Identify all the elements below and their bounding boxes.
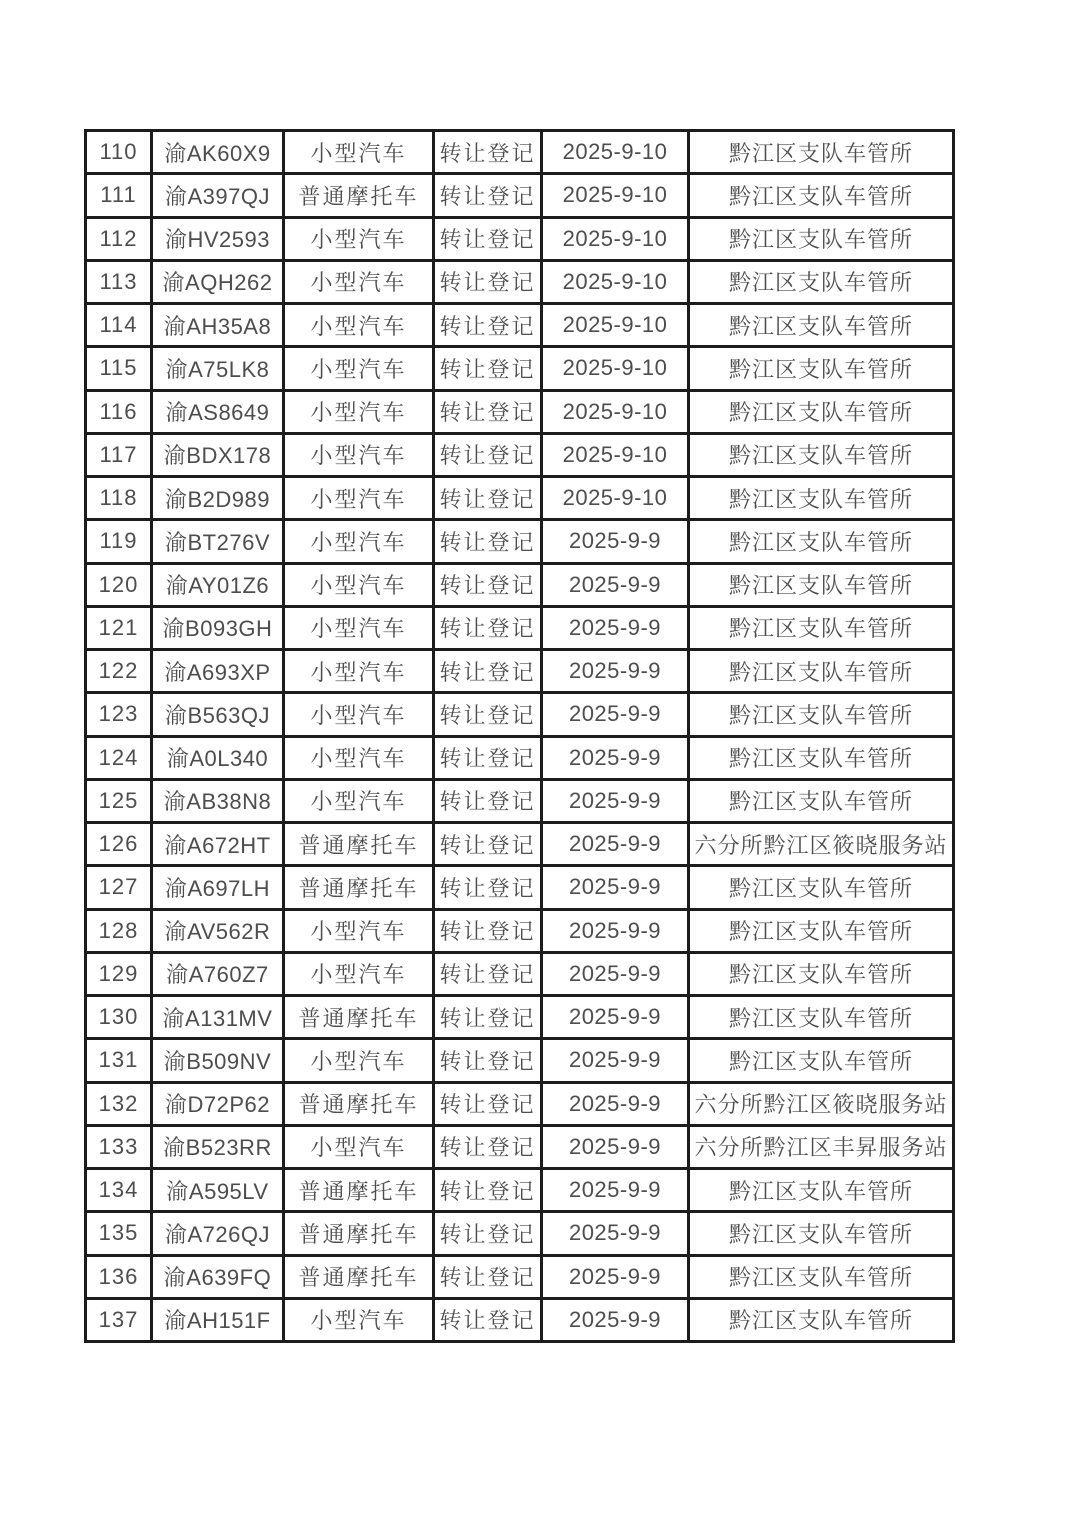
cell-date: 2025-9-10 [542,477,689,520]
cell-office: 黔江区支队车管所 [689,520,954,563]
table-row [86,1039,954,1082]
cell-index: 125 [86,779,152,822]
cell-date: 2025-9-10 [542,131,689,174]
cell-date: 2025-9-9 [542,520,689,563]
cell-index: 137 [86,1298,152,1341]
records-table-body [86,131,954,1342]
cell-business-type: 转让登记 [434,952,542,995]
cell-plate-no: 渝BDX178 [152,433,284,476]
cell-plate-no: 渝AK60X9 [152,131,284,174]
cell-business-type: 转让登记 [434,736,542,779]
cell-plate-no: 渝AQH262 [152,260,284,303]
cell-business-type: 转让登记 [434,260,542,303]
vehicle-registration-table [84,129,955,1343]
cell-vehicle-type: 小型汽车 [284,304,434,347]
cell-date: 2025-9-10 [542,304,689,347]
cell-vehicle-type: 普通摩托车 [284,996,434,1039]
cell-vehicle-type: 小型汽车 [284,1125,434,1168]
cell-index: 111 [86,174,152,217]
table-row [86,1255,954,1298]
table-row [86,996,954,1039]
cell-date: 2025-9-9 [542,1169,689,1212]
cell-business-type: 转让登记 [434,996,542,1039]
cell-plate-no: 渝AY01Z6 [152,563,284,606]
cell-date: 2025-9-9 [542,996,689,1039]
table-row [86,823,954,866]
cell-date: 2025-9-9 [542,1212,689,1255]
cell-business-type: 转让登记 [434,1169,542,1212]
cell-index: 112 [86,217,152,260]
cell-plate-no: 渝A760Z7 [152,952,284,995]
cell-vehicle-type: 小型汽车 [284,260,434,303]
cell-date: 2025-9-9 [542,1255,689,1298]
cell-office: 黔江区支队车管所 [689,650,954,693]
cell-date: 2025-9-9 [542,1082,689,1125]
cell-vehicle-type: 小型汽车 [284,909,434,952]
cell-business-type: 转让登记 [434,1125,542,1168]
cell-business-type: 转让登记 [434,1039,542,1082]
cell-index: 114 [86,304,152,347]
cell-plate-no: 渝AH151F [152,1298,284,1341]
cell-vehicle-type: 小型汽车 [284,131,434,174]
table-row [86,866,954,909]
table-row [86,1125,954,1168]
cell-office: 黔江区支队车管所 [689,1039,954,1082]
cell-date: 2025-9-10 [542,390,689,433]
cell-plate-no: 渝B509NV [152,1039,284,1082]
cell-vehicle-type: 小型汽车 [284,390,434,433]
cell-vehicle-type: 小型汽车 [284,347,434,390]
cell-vehicle-type: 小型汽车 [284,606,434,649]
cell-office: 黔江区支队车管所 [689,174,954,217]
table-row [86,390,954,433]
cell-index: 132 [86,1082,152,1125]
table-row [86,693,954,736]
cell-office: 黔江区支队车管所 [689,1298,954,1341]
cell-plate-no: 渝A0L340 [152,736,284,779]
cell-office: 黔江区支队车管所 [689,909,954,952]
cell-plate-no: 渝AH35A8 [152,304,284,347]
cell-plate-no: 渝HV2593 [152,217,284,260]
cell-office: 黔江区支队车管所 [689,1212,954,1255]
cell-vehicle-type: 小型汽车 [284,693,434,736]
table-row [86,563,954,606]
table-row [86,433,954,476]
cell-vehicle-type: 小型汽车 [284,650,434,693]
cell-business-type: 转让登记 [434,650,542,693]
cell-plate-no: 渝A75LK8 [152,347,284,390]
cell-vehicle-type: 普通摩托车 [284,1169,434,1212]
cell-business-type: 转让登记 [434,433,542,476]
cell-date: 2025-9-9 [542,952,689,995]
cell-office: 六分所黔江区筱晓服务站 [689,823,954,866]
cell-business-type: 转让登记 [434,563,542,606]
cell-index: 113 [86,260,152,303]
cell-date: 2025-9-9 [542,823,689,866]
cell-office: 六分所黔江区丰昇服务站 [689,1125,954,1168]
cell-plate-no: 渝A726QJ [152,1212,284,1255]
cell-business-type: 转让登记 [434,606,542,649]
cell-office: 黔江区支队车管所 [689,563,954,606]
cell-date: 2025-9-9 [542,606,689,649]
cell-plate-no: 渝D72P62 [152,1082,284,1125]
table-row [86,1082,954,1125]
cell-index: 123 [86,693,152,736]
cell-date: 2025-9-9 [542,1125,689,1168]
cell-plate-no: 渝A693XP [152,650,284,693]
table-row [86,520,954,563]
table-row [86,736,954,779]
cell-index: 128 [86,909,152,952]
table-row [86,1212,954,1255]
cell-vehicle-type: 普通摩托车 [284,1082,434,1125]
cell-office: 黔江区支队车管所 [689,952,954,995]
cell-office: 黔江区支队车管所 [689,260,954,303]
cell-vehicle-type: 小型汽车 [284,433,434,476]
cell-business-type: 转让登记 [434,477,542,520]
cell-office: 黔江区支队车管所 [689,736,954,779]
cell-vehicle-type: 小型汽车 [284,736,434,779]
cell-office: 黔江区支队车管所 [689,1255,954,1298]
cell-index: 119 [86,520,152,563]
table-row [86,606,954,649]
cell-vehicle-type: 普通摩托车 [284,1212,434,1255]
cell-office: 黔江区支队车管所 [689,131,954,174]
cell-business-type: 转让登记 [434,304,542,347]
cell-office: 黔江区支队车管所 [689,996,954,1039]
cell-index: 131 [86,1039,152,1082]
cell-office: 黔江区支队车管所 [689,606,954,649]
cell-office: 黔江区支队车管所 [689,217,954,260]
cell-office: 黔江区支队车管所 [689,477,954,520]
cell-plate-no: 渝B523RR [152,1125,284,1168]
cell-date: 2025-9-10 [542,174,689,217]
cell-business-type: 转让登记 [434,520,542,563]
cell-index: 130 [86,996,152,1039]
cell-index: 129 [86,952,152,995]
cell-vehicle-type: 普通摩托车 [284,1255,434,1298]
cell-index: 133 [86,1125,152,1168]
table-row [86,1298,954,1341]
cell-index: 116 [86,390,152,433]
cell-date: 2025-9-9 [542,866,689,909]
table-row [86,217,954,260]
cell-index: 127 [86,866,152,909]
cell-date: 2025-9-9 [542,1039,689,1082]
cell-index: 124 [86,736,152,779]
table-row [86,650,954,693]
cell-vehicle-type: 普通摩托车 [284,866,434,909]
cell-business-type: 转让登记 [434,1255,542,1298]
cell-vehicle-type: 小型汽车 [284,520,434,563]
cell-business-type: 转让登记 [434,347,542,390]
cell-index: 115 [86,347,152,390]
cell-index: 136 [86,1255,152,1298]
cell-business-type: 转让登记 [434,693,542,736]
cell-plate-no: 渝B2D989 [152,477,284,520]
cell-date: 2025-9-9 [542,779,689,822]
table-row [86,952,954,995]
table-row [86,131,954,174]
cell-index: 110 [86,131,152,174]
cell-index: 117 [86,433,152,476]
cell-plate-no: 渝A639FQ [152,1255,284,1298]
cell-vehicle-type: 普通摩托车 [284,823,434,866]
table-row [86,477,954,520]
cell-business-type: 转让登记 [434,390,542,433]
cell-vehicle-type: 小型汽车 [284,1039,434,1082]
cell-office: 黔江区支队车管所 [689,347,954,390]
cell-plate-no: 渝AS8649 [152,390,284,433]
cell-office: 黔江区支队车管所 [689,304,954,347]
cell-business-type: 转让登记 [434,909,542,952]
cell-office: 黔江区支队车管所 [689,866,954,909]
cell-index: 135 [86,1212,152,1255]
cell-date: 2025-9-9 [542,1298,689,1341]
cell-date: 2025-9-9 [542,693,689,736]
cell-plate-no: 渝AV562R [152,909,284,952]
cell-vehicle-type: 小型汽车 [284,952,434,995]
cell-vehicle-type: 小型汽车 [284,217,434,260]
cell-office: 黔江区支队车管所 [689,693,954,736]
cell-date: 2025-9-9 [542,909,689,952]
cell-date: 2025-9-9 [542,736,689,779]
table-row [86,174,954,217]
cell-index: 118 [86,477,152,520]
cell-business-type: 转让登记 [434,1082,542,1125]
table-row [86,1169,954,1212]
cell-business-type: 转让登记 [434,174,542,217]
cell-business-type: 转让登记 [434,1298,542,1341]
cell-office: 黔江区支队车管所 [689,1169,954,1212]
cell-plate-no: 渝A697LH [152,866,284,909]
cell-date: 2025-9-9 [542,650,689,693]
cell-vehicle-type: 小型汽车 [284,563,434,606]
cell-date: 2025-9-9 [542,563,689,606]
cell-office: 黔江区支队车管所 [689,779,954,822]
cell-date: 2025-9-10 [542,260,689,303]
cell-plate-no: 渝B093GH [152,606,284,649]
cell-index: 120 [86,563,152,606]
cell-office: 黔江区支队车管所 [689,390,954,433]
cell-date: 2025-9-10 [542,433,689,476]
cell-office: 黔江区支队车管所 [689,433,954,476]
cell-date: 2025-9-10 [542,217,689,260]
cell-vehicle-type: 小型汽车 [284,1298,434,1341]
cell-plate-no: 渝A595LV [152,1169,284,1212]
cell-vehicle-type: 小型汽车 [284,779,434,822]
cell-business-type: 转让登记 [434,131,542,174]
table-row [86,260,954,303]
table-row [86,779,954,822]
cell-business-type: 转让登记 [434,1212,542,1255]
cell-plate-no: 渝A672HT [152,823,284,866]
cell-plate-no: 渝B563QJ [152,693,284,736]
cell-business-type: 转让登记 [434,779,542,822]
cell-plate-no: 渝A397QJ [152,174,284,217]
cell-index: 134 [86,1169,152,1212]
cell-business-type: 转让登记 [434,866,542,909]
cell-vehicle-type: 普通摩托车 [284,174,434,217]
cell-index: 122 [86,650,152,693]
cell-index: 121 [86,606,152,649]
table-row [86,909,954,952]
table-row [86,347,954,390]
cell-office: 六分所黔江区筱晓服务站 [689,1082,954,1125]
cell-plate-no: 渝AB38N8 [152,779,284,822]
table-row [86,304,954,347]
cell-plate-no: 渝BT276V [152,520,284,563]
cell-business-type: 转让登记 [434,823,542,866]
cell-date: 2025-9-10 [542,347,689,390]
cell-index: 126 [86,823,152,866]
cell-business-type: 转让登记 [434,217,542,260]
cell-vehicle-type: 小型汽车 [284,477,434,520]
cell-plate-no: 渝A131MV [152,996,284,1039]
